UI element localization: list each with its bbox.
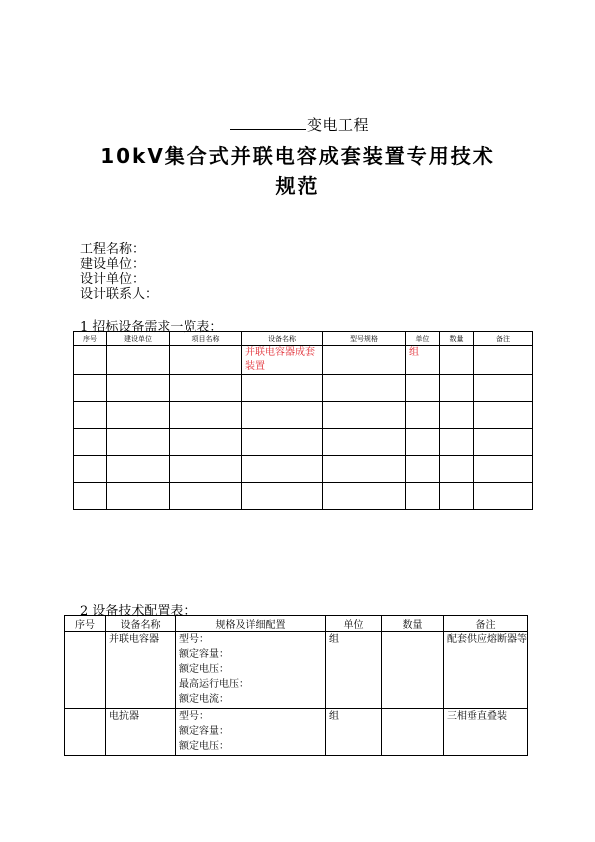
table-cell: [440, 402, 474, 429]
table2-header-cell: 备注: [444, 616, 528, 632]
table-cell: [474, 456, 533, 483]
table2-header-cell: 规格及详细配置: [176, 616, 326, 632]
spec-line: 额定容量：: [179, 649, 229, 660]
table-cell-remark: 配套供应熔断器等: [444, 632, 528, 709]
table-cell: [323, 456, 406, 483]
table-cell: [382, 632, 444, 709]
table-cell: [107, 346, 170, 375]
table2-header-cell: 序号: [65, 616, 106, 632]
table-cell: [406, 456, 440, 483]
table1-header-cell: 建设单位: [107, 332, 170, 346]
table-cell: [170, 429, 242, 456]
table-cell-specs: [176, 632, 326, 709]
table-cell: [323, 429, 406, 456]
table-cell: [406, 402, 440, 429]
spec-line: 额定电流：: [179, 694, 229, 705]
table-cell-device-name: 并联电容器: [106, 632, 176, 709]
table2-header-row: [65, 616, 528, 632]
table-cell-unit: 组: [406, 346, 440, 375]
table-cell: [170, 456, 242, 483]
project-info-block: [80, 242, 158, 302]
table-cell: [323, 402, 406, 429]
table-cell: [242, 483, 323, 510]
table-cell: [107, 456, 170, 483]
section1-heading: 1 招标设备需求一览表：: [80, 320, 223, 335]
table-cell: [440, 483, 474, 510]
table-row: [74, 346, 533, 375]
table-cell: [242, 375, 323, 402]
table-cell: [474, 375, 533, 402]
table-cell: [74, 456, 107, 483]
table-cell: [74, 483, 107, 510]
table-cell-device-name: 并联电容器成套装置: [242, 346, 323, 375]
table2-header-cell: 设备名称: [106, 616, 176, 632]
table-cell: [474, 429, 533, 456]
table-cell: [323, 483, 406, 510]
project-header-line: [230, 114, 369, 135]
table-cell: [406, 375, 440, 402]
table-cell: [107, 402, 170, 429]
table-row: [65, 632, 528, 709]
table1-header-cell: 数量: [440, 332, 474, 346]
table-cell-remark: 三相垂直叠装: [444, 709, 528, 756]
project-header-suffix: 变电工程: [307, 116, 370, 134]
table-row: [74, 483, 533, 510]
table-cell: [242, 429, 323, 456]
table-cell: [170, 483, 242, 510]
table-cell: [440, 456, 474, 483]
table-cell: [242, 402, 323, 429]
document-title-line-1: 10kV集合式并联电容成套装置专用技术: [100, 144, 495, 168]
table-cell: [74, 429, 107, 456]
equipment-demand-table: [73, 331, 533, 510]
table-cell: [406, 483, 440, 510]
table-cell: [65, 709, 106, 756]
table-row: [65, 709, 528, 756]
spec-line: 额定电压：: [179, 664, 229, 675]
table-cell: [474, 346, 533, 375]
table-cell: [440, 375, 474, 402]
table1-header-cell: 备注: [474, 332, 533, 346]
table2-header-cell: 单位: [326, 616, 382, 632]
designer-label: 设计单位：: [80, 272, 146, 287]
table-cell: [107, 483, 170, 510]
table-cell: [107, 375, 170, 402]
section2-heading: 2 设备技术配置表：: [80, 604, 197, 619]
table-row: [74, 402, 533, 429]
project-name-blank: [230, 115, 306, 130]
table-cell: [440, 429, 474, 456]
table-cell: [323, 375, 406, 402]
document-title-line-2: 规范: [275, 174, 320, 198]
table1-header-row: [74, 332, 533, 346]
table-cell-device-name: 电抗器: [106, 709, 176, 756]
table-row: [74, 456, 533, 483]
spec-line: 最高运行电压：: [179, 679, 249, 690]
table-cell-unit: 组: [326, 632, 382, 709]
table-cell: [170, 346, 242, 375]
table-cell: [474, 483, 533, 510]
spec-line: 型号：: [179, 634, 209, 645]
table-cell: [474, 402, 533, 429]
table1-header-cell: 序号: [74, 332, 107, 346]
table-cell: [107, 429, 170, 456]
spec-line: 额定容量：: [179, 726, 229, 737]
table-cell-specs: [176, 709, 326, 756]
table-cell: [74, 402, 107, 429]
project-name-label: 工程名称：: [80, 242, 146, 257]
table-cell: [323, 346, 406, 375]
table-cell: [440, 346, 474, 375]
table-cell: [170, 375, 242, 402]
table2-header-cell: 数量: [382, 616, 444, 632]
table-row: [74, 375, 533, 402]
table-cell: [242, 456, 323, 483]
table-cell-unit: 组: [326, 709, 382, 756]
spec-line: 额定电压：: [179, 741, 229, 752]
equipment-config-table: [64, 615, 528, 756]
builder-label: 建设单位：: [80, 257, 146, 272]
spec-line: 型号：: [179, 711, 209, 722]
table-cell: [65, 632, 106, 709]
table1-header-cell: 设备名称: [242, 332, 323, 346]
table-row: [74, 429, 533, 456]
table1-header-cell: 项目名称: [170, 332, 242, 346]
design-contact-label: 设计联系人：: [80, 287, 159, 302]
table-cell: [74, 346, 107, 375]
table-cell: [170, 402, 242, 429]
table-cell: [382, 709, 444, 756]
table1-header-cell: 型号规格: [323, 332, 406, 346]
table-cell: [406, 429, 440, 456]
table1-header-cell: 单位: [406, 332, 440, 346]
table-cell: [74, 375, 107, 402]
